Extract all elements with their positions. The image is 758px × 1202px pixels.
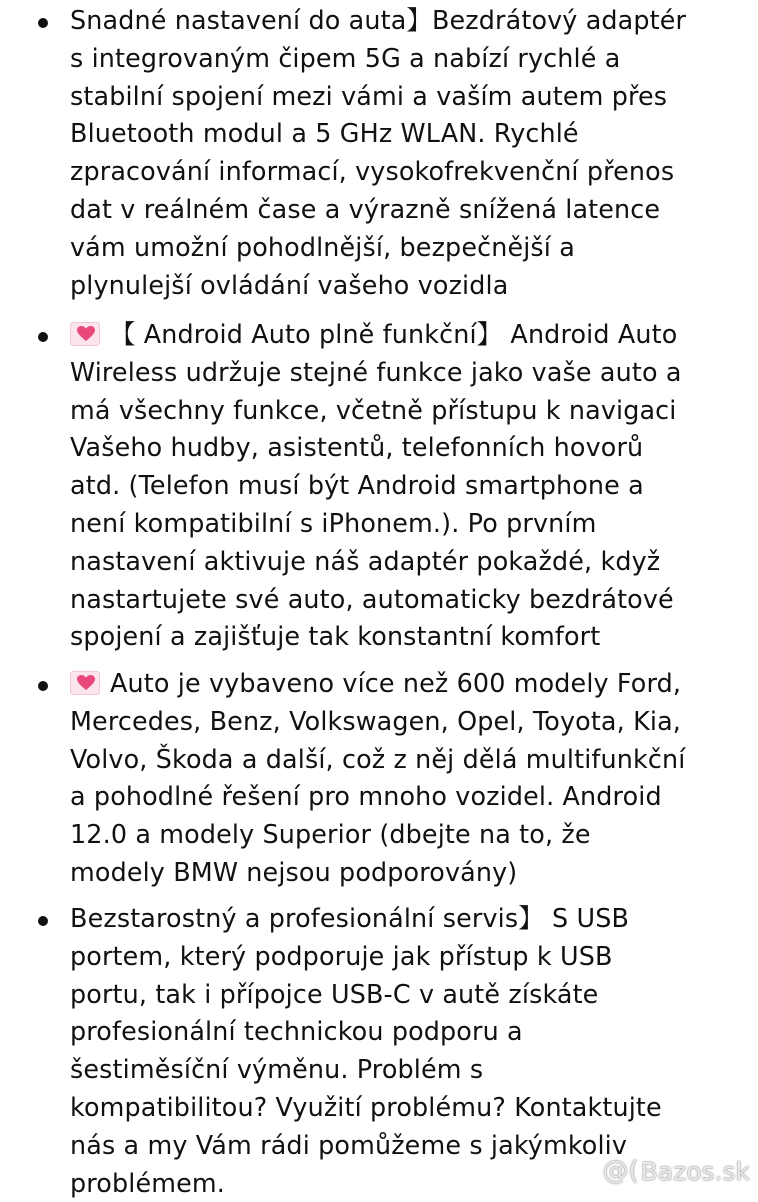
text-line: zpracování informací, vysokofrekvenční přenos: [70, 156, 675, 187]
text-line: a pohodlné řešení pro mnoho vozidel. Android: [70, 781, 662, 812]
bullet-dot: [38, 332, 48, 342]
text-line-content: 【 Android Auto plně funkční】 Android Auto: [110, 319, 678, 349]
text-line: má všechny funkce, včetně přístupu k navigaci: [70, 394, 677, 425]
bazos-logo-icon: @(: [602, 1156, 639, 1186]
text-line: kompatibilitou? Využití problému? Kontaktujte: [70, 1091, 662, 1122]
text-line: Volvo, Škoda a další, což z něj dělá multifunkční: [70, 743, 686, 774]
text-line: atd. (Telefon musí být Android smartphone a: [70, 470, 644, 501]
text-line-with-icon: [70, 665, 750, 703]
text-line: vám umožní pohodlnější, bezpečnější a: [70, 231, 575, 262]
bazos-watermark: [602, 1156, 750, 1186]
text-line-content: Auto je vybaveno více než 600 modely Ford,: [110, 668, 682, 698]
text-line: portem, který podporuje jak přístup k USB: [70, 940, 613, 971]
text-line: problémem.: [70, 1167, 225, 1198]
text-line: Wireless udržuje stejné funkce jako vaše auto a: [70, 356, 682, 387]
text-line: Vašeho hudby, asistentů, telefonních hovorů: [70, 432, 644, 463]
bullet-text: [70, 665, 750, 892]
bullet-text: [70, 316, 750, 656]
text-line: stabilní spojení mezi vámi a vaším autem přes: [70, 80, 668, 111]
text-line: není kompatibilní s iPhonem.). Po prvním: [70, 507, 597, 538]
bullet-dot: [38, 681, 48, 691]
text-line: s integrovaným čipem 5G a nabízí rychlé a: [70, 42, 621, 73]
bullet-dot: [38, 916, 48, 926]
text-line: profesionální technickou podporu a: [70, 1016, 523, 1047]
heart-love-letter-icon: [70, 322, 100, 346]
bullet-dot: [38, 18, 48, 28]
heart-love-letter-icon: [70, 671, 100, 695]
text-line: šestiměsíční výměnu. Problém s: [70, 1054, 484, 1085]
text-line: nastavení aktivuje náš adaptér pokaždé, když: [70, 545, 661, 576]
bullet-text: [70, 2, 750, 304]
text-line: portu, tak i přípojce USB-C v autě získáte: [70, 978, 599, 1009]
text-line: 12.0 a modely Superior (dbejte na to, že: [70, 819, 591, 850]
text-line: Mercedes, Benz, Volkswagen, Opel, Toyota, Kia,: [70, 705, 682, 736]
text-line: dat v reálném čase a výrazně snížená latence: [70, 193, 661, 224]
watermark-text: Bazos.sk: [640, 1156, 750, 1186]
text-line: plynulejší ovládání vašeho vozidla: [70, 269, 509, 300]
text-line: Bezstarostný a profesionální servis】 S USB: [70, 903, 630, 933]
text-line: nastartujete své auto, automaticky bezdrátové: [70, 583, 674, 614]
text-line: Bluetooth modul a 5 GHz WLAN. Rychlé: [70, 118, 579, 149]
text-line: spojení a zajišťuje tak konstantní komfort: [70, 621, 601, 652]
text-line: modely BMW nejsou podporovány): [70, 856, 518, 887]
text-line: nás a my Vám rádi pomůžeme s jakýmkoliv: [70, 1129, 628, 1160]
text-line: Snadné nastavení do auta】Bezdrátový adaptér: [70, 5, 687, 35]
text-line-with-icon: [70, 316, 750, 354]
